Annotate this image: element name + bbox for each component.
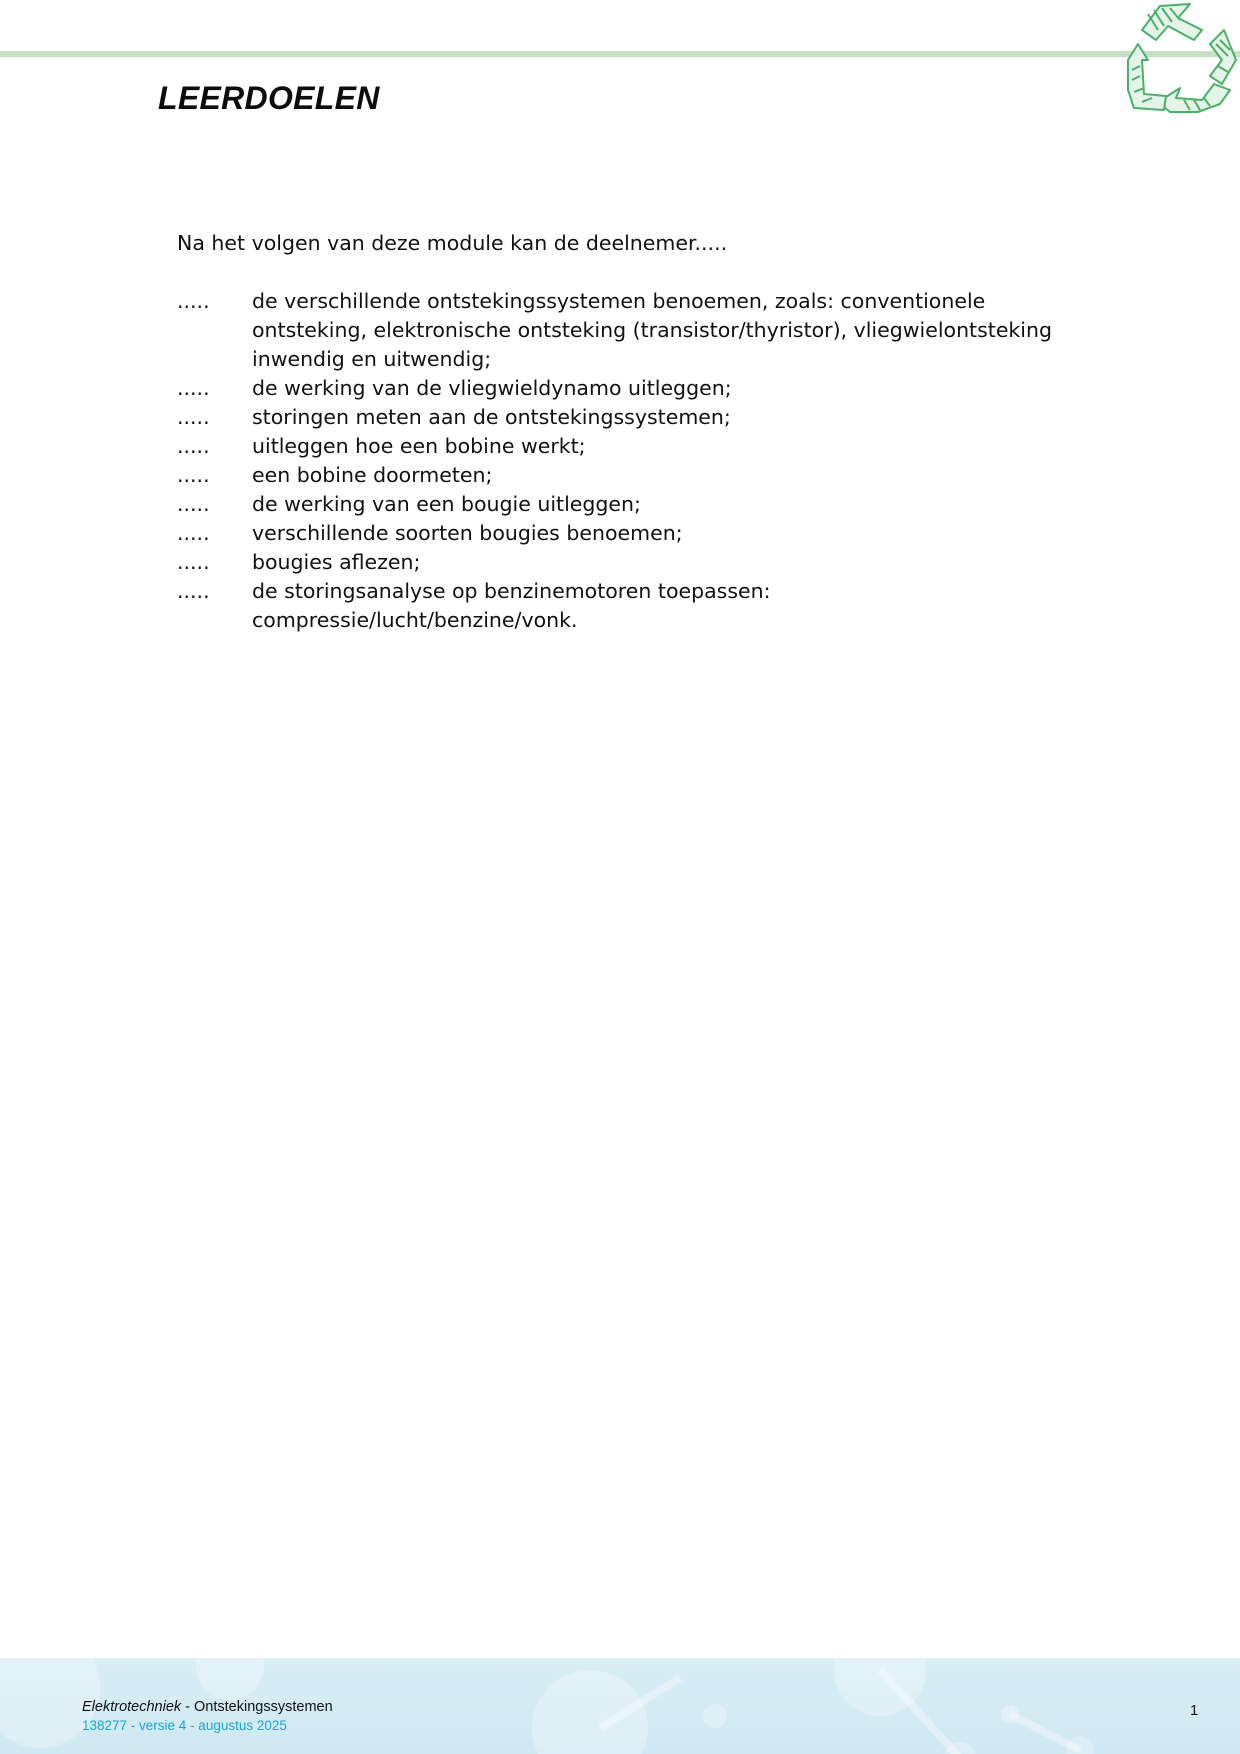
list-item: [177, 432, 1077, 461]
objective-text: de verschillende ontstekingssystemen benoemen, zoals: conventionele ontsteking, elektronische ontsteking (transistor/thyristor), vliegwielontsteking inwendig en uitwendig;: [252, 289, 1053, 371]
header-rule: [0, 51, 1240, 57]
list-bullet: .....: [177, 405, 210, 429]
list-item: [177, 548, 1077, 577]
list-item: [177, 577, 1077, 635]
footer-document-title: [82, 1699, 333, 1715]
list-item: [177, 374, 1077, 403]
list-bullet: .....: [177, 579, 210, 603]
list-item: [177, 490, 1077, 519]
list-bullet: .....: [177, 289, 210, 313]
footer-version: 138277 - versie 4 - augustus 2025: [82, 1718, 287, 1733]
list-bullet: .....: [177, 463, 210, 487]
list-bullet: .....: [177, 492, 210, 516]
objective-text: storingen meten aan de ontstekingssystemen;: [252, 405, 731, 429]
list-item: [177, 519, 1077, 548]
objective-text: de werking van een bougie uitleggen;: [252, 492, 641, 516]
list-bullet: .....: [177, 434, 210, 458]
page-title: LEERDOELEN: [158, 80, 380, 116]
learning-objectives-list: [177, 287, 1077, 635]
objective-text: bougies aflezen;: [252, 550, 421, 574]
page-number: 1: [1190, 1702, 1199, 1719]
intro-text: Na het volgen van deze module kan de deelnemer.....: [177, 231, 728, 255]
list-item: [177, 287, 1077, 374]
objective-text: een bobine doormeten;: [252, 463, 493, 487]
footer-subject: Elektrotechniek: [82, 1699, 182, 1715]
objective-text: de werking van de vliegwieldynamo uitleggen;: [252, 376, 732, 400]
footer-module: Ontstekingssystemen: [194, 1699, 333, 1715]
list-bullet: .....: [177, 376, 210, 400]
objective-text: de storingsanalyse op benzinemotoren toepassen: compressie/lucht/benzine/vonk.: [252, 579, 771, 632]
objective-text: verschillende soorten bougies benoemen;: [252, 521, 683, 545]
recycle-icon: [1098, 0, 1240, 118]
page-footer: [0, 1658, 1240, 1754]
footer-separator: -: [181, 1699, 195, 1715]
list-item: [177, 403, 1077, 432]
list-bullet: .....: [177, 550, 210, 574]
list-bullet: .....: [177, 521, 210, 545]
list-item: [177, 461, 1077, 490]
objective-text: uitleggen hoe een bobine werkt;: [252, 434, 586, 458]
